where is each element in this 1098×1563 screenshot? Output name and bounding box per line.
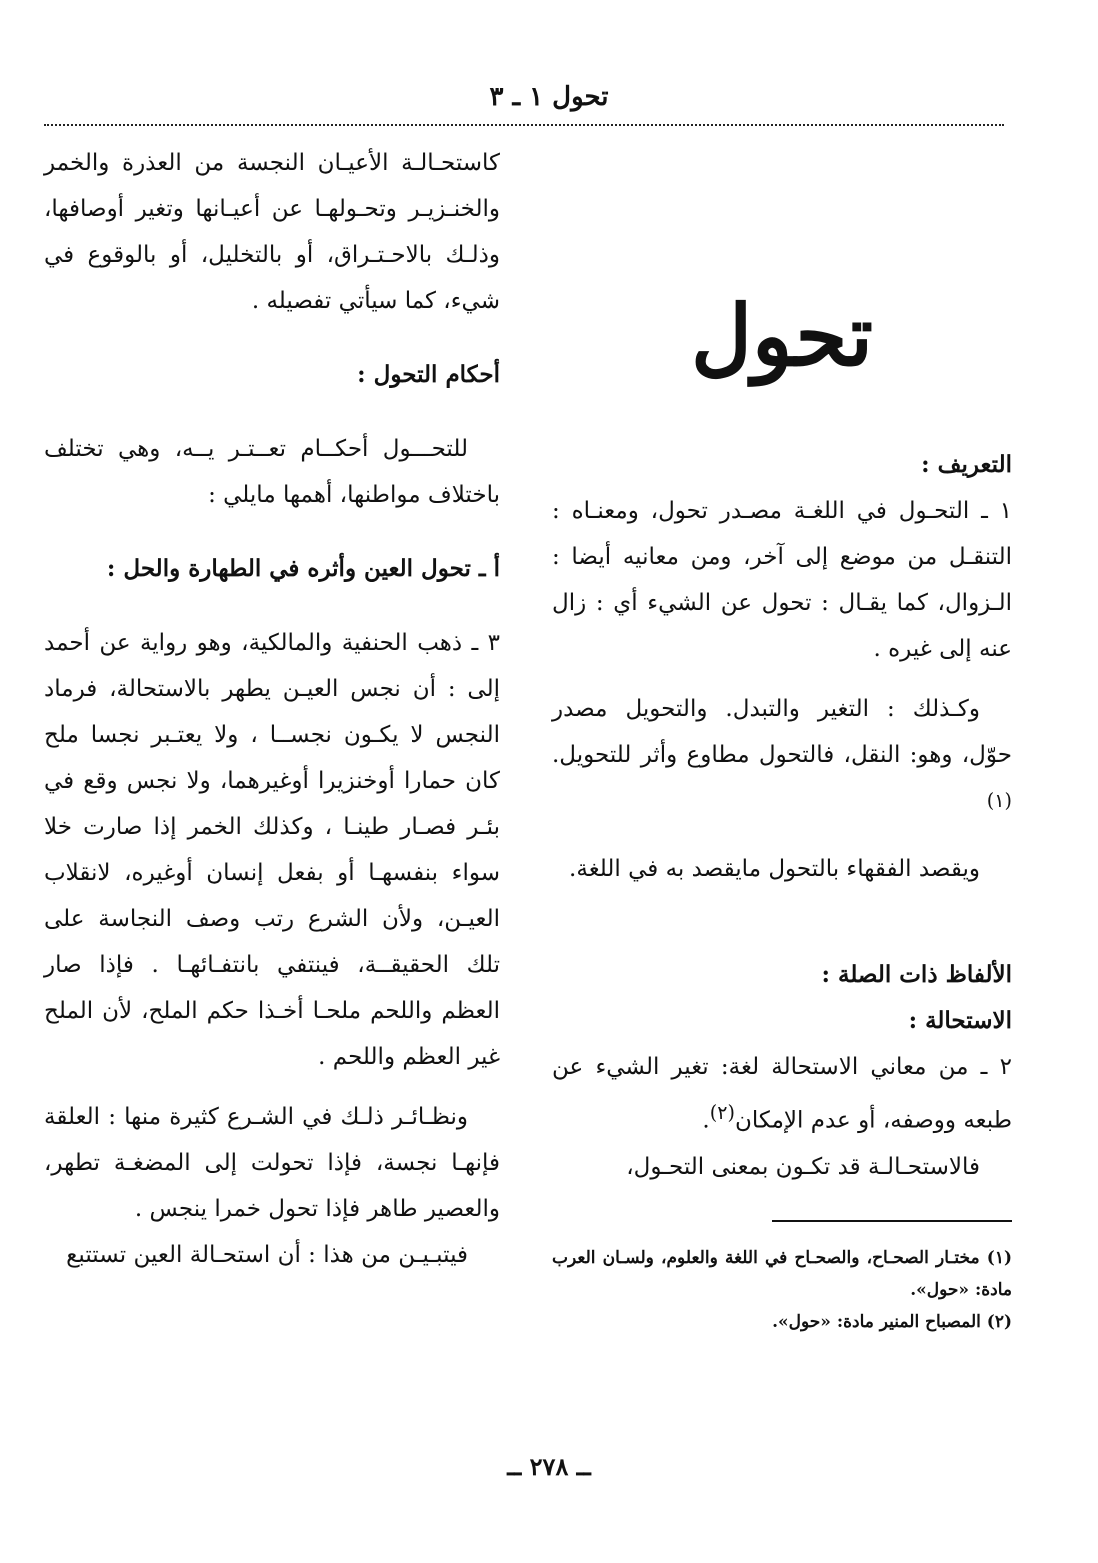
header-divider (44, 124, 1004, 126)
definition-paragraph-2-text: وكـذلك : التغير والتبدل. والتحويل مصدر حوّل، وهو: النقل، فالتحول مطاوع وأثر للتحويل. (552, 696, 1012, 769)
istihala-heading: الاستحالة : (908, 1007, 1012, 1035)
istihala-paragraph-2: فالاستحـالـة قد تكـون بمعنى التحـول، (626, 1153, 980, 1180)
istihala-paragraph-1 (552, 1044, 1012, 1144)
definition-paragraph-3: ويقصد الفقهاء بالتحول مايقصد به في اللغة. (569, 856, 980, 883)
footnote-ref-2: (٢) (709, 1101, 735, 1125)
page-number: ــ ٢٧٨ ــ (507, 1452, 591, 1481)
left-paragraph-4: ونظـائـر ذلـك في الشـرع كثيرة منها : العلقة فإنهـا نجسة، فإذا تحولت إلى المضغـة تطهر، والعصير طاهر فإذا تحول خمرا ينجس . (44, 1104, 500, 1222)
istihala-paragraph-1-text: ٢ ـ من معاني الاستحالة لغة: تغير الشيء عن طبعه ووصفه، أو عدم الإمكان (552, 1054, 1012, 1134)
rulings-paragraph: للتحـــول أحكــام تعــتـر يــه، وهي تختلف باختلاف مواطنها، أهمها مايلي : (44, 436, 500, 508)
footnote-2: (٢) المصباح المنير مادة: «حول». (772, 1311, 1012, 1332)
entry-title: تحول (690, 286, 874, 385)
footnote-1: (١) مختـار الصحـاح، والصحـاح في اللغة والعلوم، ولسـان العرب مادة: «حول». (552, 1247, 1012, 1300)
left-column (44, 140, 500, 1278)
definition-paragraph-1: ١ ـ التحـول في اللغـة مصـدر تحول، ومعنـاه : التنقـل من موضع إلى آخر، ومن معانيه أيضا : الـزوال، كما يقـال : تحول عن الشيء أي : زال عنه إلى غيره . (552, 498, 1012, 663)
definition-heading: التعريف : (921, 451, 1012, 479)
left-paragraph-5: فيتبـيـن من هذا : أن استحـالة العين تستتبع (66, 1242, 468, 1268)
footnote-divider (772, 1220, 1012, 1222)
subsection-heading: أ ـ تحول العين وأثره في الطهارة والحل : (106, 555, 500, 582)
left-paragraph-3: ٣ ـ ذهب الحنفية والمالكية، وهو رواية عن أحمد إلى : أن نجس العيـن يطهر بالاستحالة، فرماد النجس لا يكـون نجســا ، ولا يعتـبر نجسا ملح كان حمارا أوخنزيرا أوغيرهما، ولا نجس وقع في بئـر فصـار طينـا ، وكذلك الخمر إذا صارت خلا سواء بنفسهـا أو بفعل إنسان أوغيره، لانقلاب العيـن، ولأن الشرع رتب وصف النجاسة على تلك الحقيقــة، فينتفي بانتفـائهـا . فإذا صار العظم واللحم ملحـا أخـذا حكم الملح، لأن الملح غير العظم واللحم . (44, 630, 500, 1070)
definition-paragraph-2 (552, 686, 1012, 832)
rulings-heading: أحكام التحول : (357, 361, 500, 388)
footnote-ref-1: (١) (986, 789, 1012, 813)
istihala-paragraph-1-end: . (702, 1107, 710, 1134)
related-terms-heading: الألفاظ ذات الصلة : (821, 961, 1012, 989)
right-column (552, 140, 1012, 1338)
left-paragraph-1: كاستحـالـة الأعيـان النجسة من العذرة والخمر والخنـزيـر وتحـولهـا عن أعيـانها وتغير أوصافها، وذلـك بالاحـتـراق، أو بالتخليل، أو بالوقوع في شيء، كما سيأتي تفصيله . (44, 150, 500, 314)
running-header: تحول ١ ـ ٣ (489, 82, 609, 112)
